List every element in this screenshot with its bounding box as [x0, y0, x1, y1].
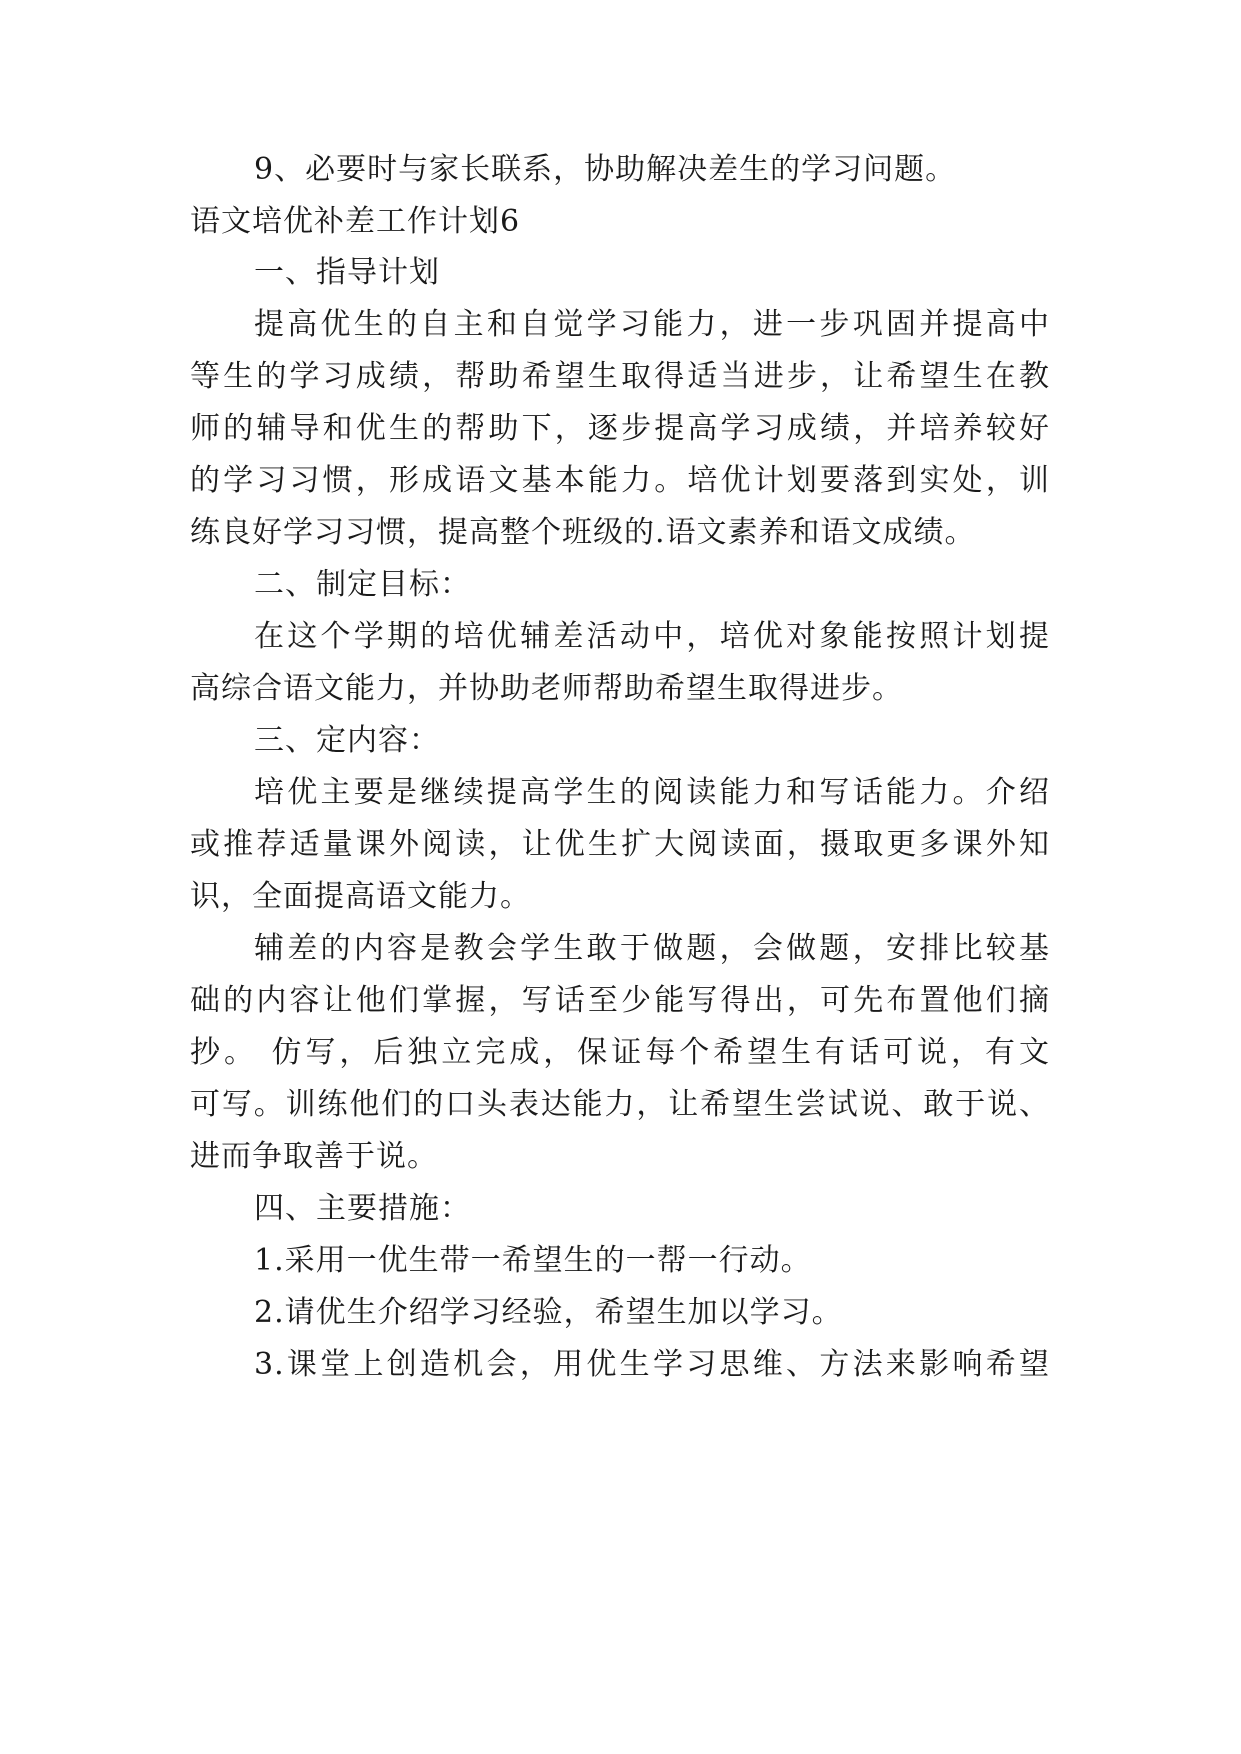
heading: 二、制定目标： [254, 567, 471, 602]
list-item: 3.课堂上创造机会，用优生学习思维、方法来影响希望 [254, 1347, 1050, 1382]
list-item: 1.采用一优生带一希望生的一帮一行动。 [254, 1243, 812, 1278]
text-line: 培优主要是继续提高学生的阅读能力和写话能力。介绍 [254, 775, 1050, 810]
text-line: 在这个学期的培优辅差活动中，培优对象能按照计划提 [254, 619, 1050, 654]
text-line: 的学习习惯，形成语文基本能力。培优计划要落到实处，训 [190, 463, 1050, 498]
text-line: 师的辅导和优生的帮助下，逐步提高学习成绩，并培养较好 [190, 411, 1050, 446]
text-line: 识，全面提高语文能力。 [190, 879, 531, 914]
heading: 四、主要措施： [254, 1191, 471, 1226]
text-line: 9、必要时与家长联系，协助解决差生的学习问题。 [254, 152, 957, 187]
text-line: 辅差的内容是教会学生敢于做题，会做题，安排比较基 [254, 931, 1050, 966]
heading: 三、定内容： [254, 723, 440, 758]
text-line: 或推荐适量课外阅读，让优生扩大阅读面，摄取更多课外知 [190, 827, 1050, 862]
text-line: 等生的学习成绩，帮助希望生取得适当进步，让希望生在教 [190, 359, 1050, 394]
text-line: 抄。 仿写，后独立完成，保证每个希望生有话可说，有文 [190, 1035, 1050, 1070]
text-line: 础的内容让他们掌握，写话至少能写得出，可先布置他们摘 [190, 983, 1050, 1018]
text-line: 练良好学习习惯，提高整个班级的.语文素养和语文成绩。 [190, 515, 976, 550]
text-line: 可写。训练他们的口头表达能力，让希望生尝试说、敢于说、 [190, 1087, 1050, 1122]
list-item: 2.请优生介绍学习经验，希望生加以学习。 [254, 1295, 843, 1330]
text-line: 提高优生的自主和自觉学习能力，进一步巩固并提高中 [254, 307, 1050, 342]
section-title: 语文培优补差工作计划6 [190, 204, 521, 239]
text-line: 进而争取善于说。 [190, 1139, 438, 1174]
text-line: 高综合语文能力，并协助老师帮助希望生取得进步。 [190, 671, 903, 706]
heading: 一、指导计划 [254, 255, 440, 290]
